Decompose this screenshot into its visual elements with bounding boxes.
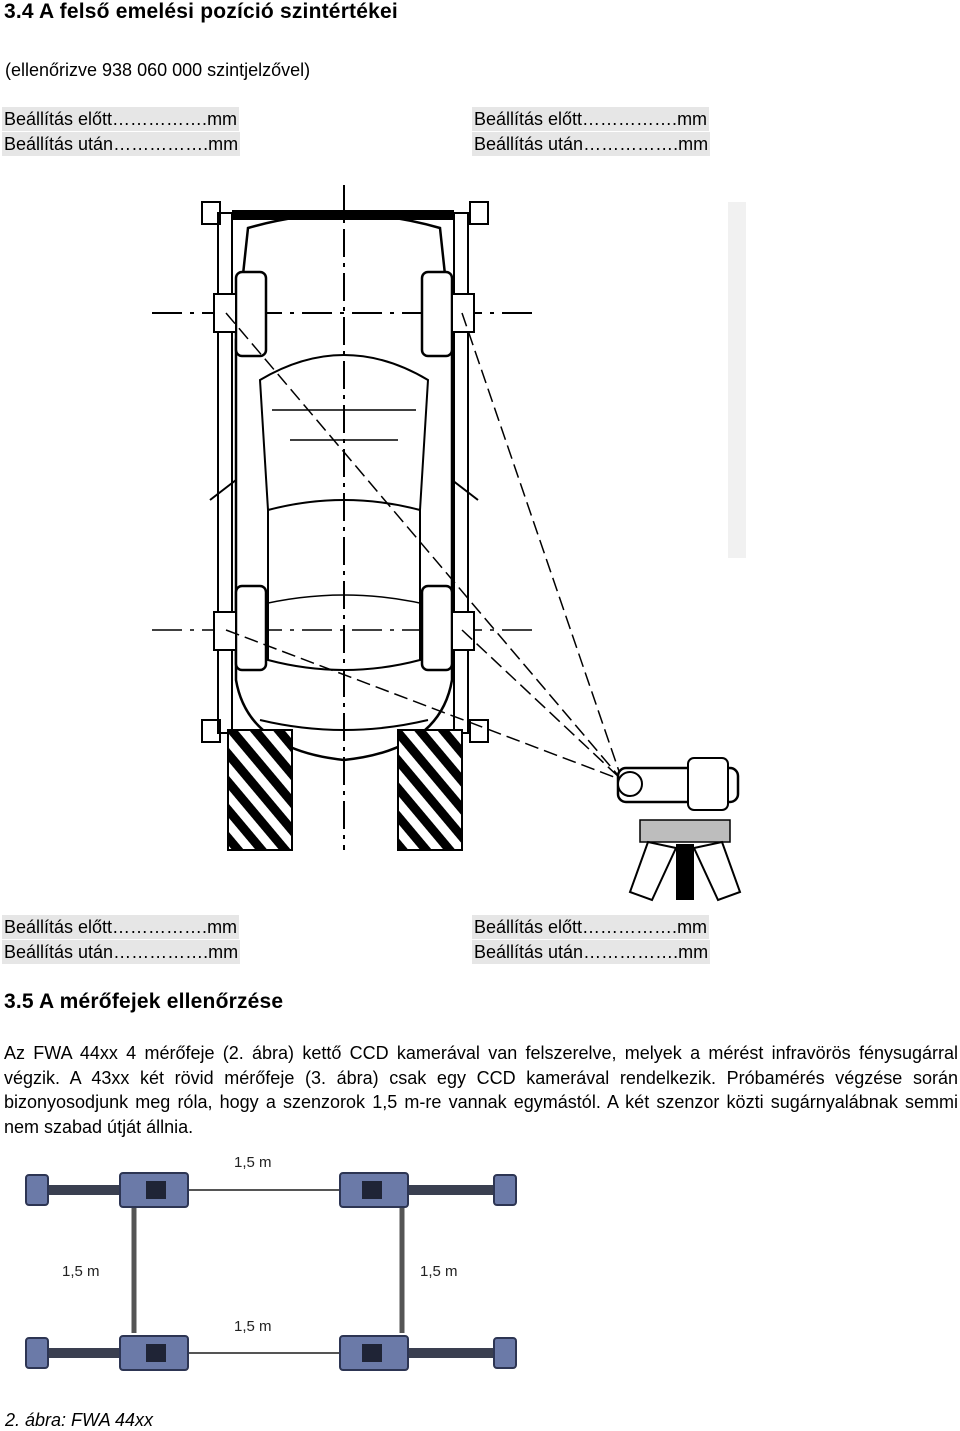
field-group-top-right — [472, 107, 710, 157]
section-3-4-title: 3.4 A felső emelési pozíció szintértékei — [4, 0, 398, 23]
figure-2-caption: 2. ábra: FWA 44xx — [5, 1410, 154, 1430]
after-adjust-field[interactable]: Beállítás után…………….mm — [474, 942, 709, 962]
ramp-right — [398, 730, 462, 850]
section-3-5-title: 3.5 A mérőfejek ellenőrzése — [4, 990, 284, 1013]
before-adjust-field[interactable]: Beállítás előtt…………….mm — [474, 917, 708, 937]
after-adjust-field[interactable]: Beállítás után…………….mm — [4, 134, 239, 154]
ramp-left — [228, 730, 292, 850]
after-adjust-field[interactable]: Beállítás után…………….mm — [474, 134, 709, 154]
distance-label-bottom: 1,5 m — [234, 1318, 272, 1335]
before-adjust-field[interactable]: Beállítás előtt…………….mm — [4, 917, 238, 937]
vehicle-lift-diagram — [140, 180, 760, 910]
scale-bar — [728, 202, 746, 558]
distance-label-left: 1,5 m — [62, 1263, 100, 1280]
field-group-top-left — [2, 107, 240, 157]
distance-label-top: 1,5 m — [234, 1154, 272, 1171]
before-adjust-field[interactable]: Beállítás előtt…………….mm — [474, 109, 708, 129]
sensor-heads-figure — [18, 1145, 528, 1390]
level-instrument — [618, 758, 740, 900]
section-3-5-paragraph: Az FWA 44xx 4 mérőfeje (2. ábra) kettő CCD kamerával van felszerelve, melyek a mérést infravörös fénysugárral végzik. A 43xx két rövid mérőfeje (3. ábra) csak egy CCD kamerával rendelkezik. Próbamérés végzése során bizonyosodjunk meg róla, hogy a szenzorok 1,5 m-re vannak egymástól. A két szenzor közti sugárnyalábnak semmi nem szabad útját állnia. — [4, 1043, 958, 1137]
field-group-bottom-left — [2, 915, 240, 965]
field-group-bottom-right — [472, 915, 710, 965]
section-3-4-note: (ellenőrizve 938 060 000 szintjelzővel) — [5, 60, 311, 80]
before-adjust-field[interactable]: Beállítás előtt…………….mm — [4, 109, 238, 129]
distance-label-right: 1,5 m — [420, 1263, 458, 1280]
after-adjust-field[interactable]: Beállítás után…………….mm — [4, 942, 239, 962]
